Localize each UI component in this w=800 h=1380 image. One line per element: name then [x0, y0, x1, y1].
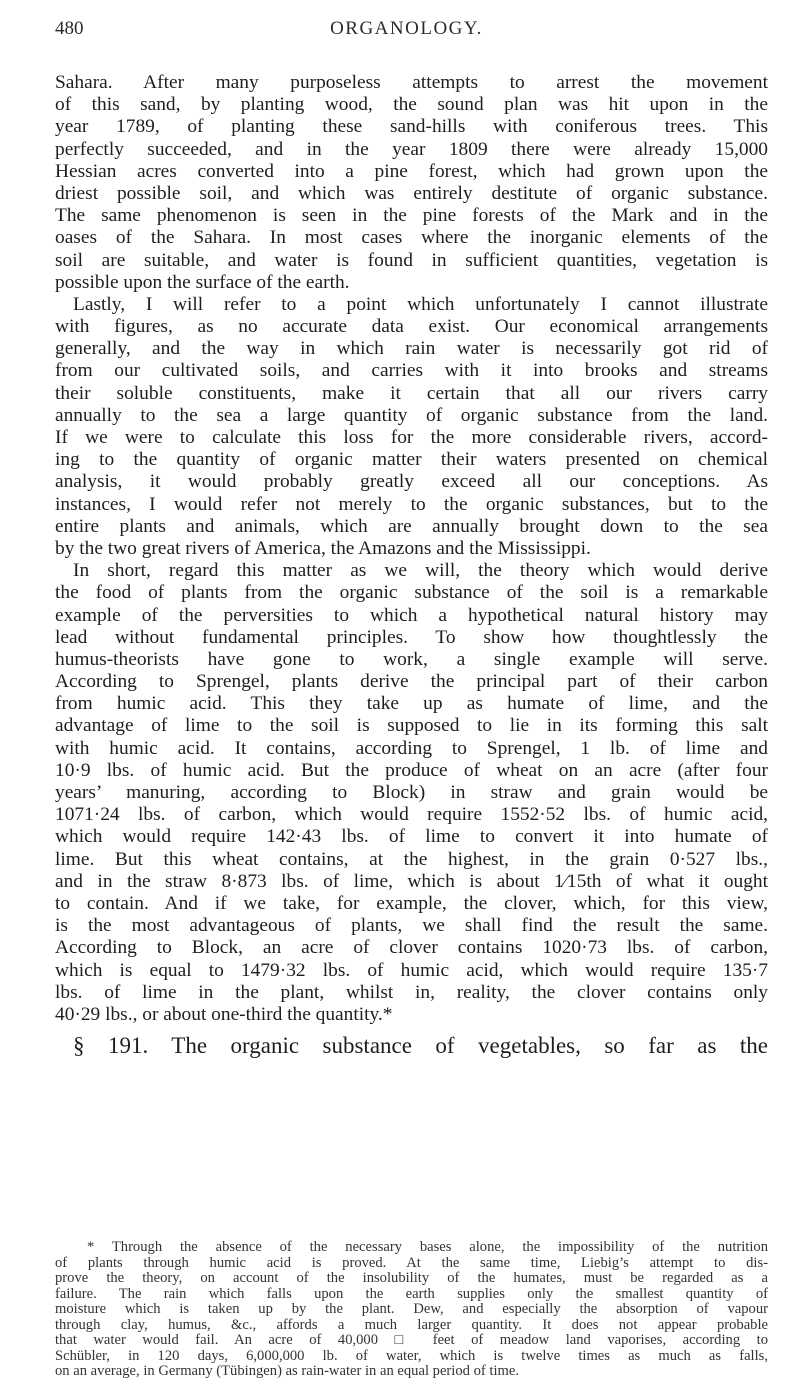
body-line: their soluble constituents, make it certain that all our rivers carry [55, 382, 768, 404]
body-line: Hessian acres converted into a pine forest, which had grown upon the [55, 160, 768, 182]
body-line: which is equal to 1479·32 lbs. of humic acid, which would require 135·7 [55, 959, 768, 981]
body-line: instances, I would refer not merely to the organic substances, but to the [55, 493, 768, 515]
body-line: soil are suitable, and water is found in sufficient quantities, vegetation is [55, 249, 768, 271]
footnote-line: failure. The rain which falls upon the earth supplies only the smallest quantity of [55, 1285, 768, 1302]
body-line: lead without fundamental principles. To show how thoughtlessly the [55, 626, 768, 648]
footnote-line: prove the theory, on account of the insolubility of the humates, must be regarded as a [55, 1270, 768, 1286]
section-heading-191: § 191. The organic substance of vegetables, so far as the [73, 1033, 768, 1059]
running-title: ORGANOLOGY. [330, 18, 483, 39]
body-line: advantage of lime to the soil is supposed to lie in its forming this salt [55, 715, 768, 737]
body-line: with humic acid. It contains, according to Sprengel, 1 lb. of lime and [55, 737, 768, 759]
body-line: by the two great rivers of America, the Amazons and the Mississippi. [55, 537, 591, 559]
body-line: the food of plants from the organic substance of the soil is a remarkable [55, 582, 768, 604]
body-line: driest possible soil, and which was entirely destitute of organic substance. [55, 182, 768, 204]
body-line: According to Block, an acre of clover contains 1020·73 lbs. of carbon, [55, 937, 768, 959]
body-line: Lastly, I will refer to a point which unfortunately I cannot illustrate [73, 293, 768, 315]
body-line: oases of the Sahara. In most cases where the inorganic elements of the [55, 227, 768, 249]
body-text [55, 72, 768, 1060]
body-line: to contain. And if we take, for example, the clover, which, for this view, [55, 892, 768, 914]
footnote-line: Schübler, in 120 days, 6,000,000 lb. of water, which is twelve times as much as falls, [55, 1347, 768, 1364]
footnote-line: * Through the absence of the necessary bases alone, the impossibility of the nutrition [87, 1239, 768, 1255]
body-line: analysis, it would probably greatly exceed all our conceptions. As [55, 471, 768, 493]
body-line: The same phenomenon is seen in the pine forests of the Mark and in the [55, 205, 768, 227]
body-line: with figures, as no accurate data exist. Our economical arrangements [55, 316, 768, 338]
body-line: from our cultivated soils, and carries with it into brooks and streams [55, 360, 768, 382]
body-line: example of the perversities to which a hypothetical natural history may [55, 604, 768, 626]
footnote-line: through clay, humus, &c., affords a much larger quantity. It does not appear probable [55, 1316, 768, 1333]
body-line: If we were to calculate this loss for the more considerable rivers, accord- [55, 427, 768, 448]
body-line: of this sand, by planting wood, the sound plan was hit upon in the [55, 94, 768, 116]
body-line: generally, and the way in which rain water is necessarily got rid of [55, 338, 768, 360]
body-line: annually to the sea a large quantity of organic substance from the land. [55, 404, 768, 426]
body-line: lbs. of lime in the plant, whilst in, reality, the clover contains only [55, 981, 768, 1003]
page-number: 480 [55, 18, 84, 39]
body-line: 40·29 lbs., or about one-third the quantity.* [55, 1003, 393, 1025]
footnote [55, 1240, 768, 1380]
body-line: possible upon the surface of the earth. [55, 271, 350, 293]
body-line: According to Sprengel, plants derive the principal part of their carbon [55, 671, 768, 693]
body-line: years’ manuring, according to Block) in straw and grain would be [55, 782, 768, 803]
body-line: 1071·24 lbs. of carbon, which would require 1552·52 lbs. of humic acid, [55, 804, 768, 826]
footnote-line: on an average, in Germany (Tübingen) as rain-water in an equal period of time. [55, 1363, 519, 1379]
footnote-line: of plants through humic acid is proved. At the same time, Liebig’s attempt to dis- [55, 1254, 768, 1271]
running-head [55, 18, 758, 44]
body-line: In short, regard this matter as we will, the theory which would derive [73, 560, 768, 582]
body-line: lime. But this wheat contains, at the highest, in the grain 0·527 lbs., [55, 848, 768, 870]
body-line: Sahara. After many purposeless attempts to arrest the movement [55, 72, 768, 93]
body-line: 10·9 lbs. of humic acid. But the produce of wheat on an acre (after four [55, 759, 768, 781]
body-line: year 1789, of planting these sand-hills with coniferous trees. This [55, 116, 768, 138]
body-line: from humic acid. This they take up as humate of lime, and the [55, 693, 768, 715]
body-line: perfectly succeeded, and in the year 1809 there were already 15,000 [55, 138, 768, 160]
footnote-line: moisture which is taken up by the plant. Dew, and especially the absorption of vapour [55, 1301, 768, 1317]
body-line: ing to the quantity of organic matter their waters presented on chemical [55, 449, 768, 471]
body-line: and in the straw 8·873 lbs. of lime, which is about 1⁄15th of what it ought [55, 870, 768, 892]
body-line: is the most advantageous of plants, we shall find the result the same. [55, 915, 768, 937]
footnote-line: that water would fail. An acre of 40,000 □ feet of meadow land vaporises, according to [55, 1332, 768, 1348]
body-line: entire plants and animals, which are annually brought down to the sea [55, 515, 768, 537]
body-line: which would require 142·43 lbs. of lime to convert it into humate of [55, 826, 768, 848]
body-line: humus-theorists have gone to work, a single example will serve. [55, 648, 768, 670]
